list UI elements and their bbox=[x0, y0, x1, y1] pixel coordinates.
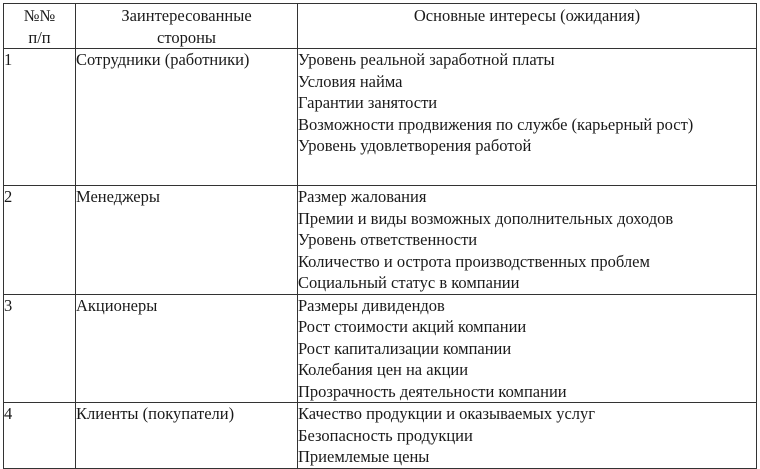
interests-list bbox=[298, 294, 757, 403]
interest-item: Прозрачность деятельности компании bbox=[298, 381, 567, 401]
table-row bbox=[4, 294, 757, 403]
header-interests-label: Основные интересы (ожидания) bbox=[413, 6, 641, 25]
stakeholder-name-text: Акционеры bbox=[76, 295, 158, 315]
interest-item: Гарантии занятости bbox=[298, 93, 438, 112]
row-number bbox=[4, 294, 76, 403]
header-party bbox=[76, 4, 298, 49]
interest-item: Социальный статус в компании bbox=[298, 273, 520, 292]
row-number-text: 4 bbox=[4, 404, 13, 423]
interest-item: Колебания цен на акции bbox=[298, 360, 469, 379]
interest-item: Размер жалования bbox=[298, 187, 427, 206]
header-party-line-1: Заинтересованные bbox=[121, 6, 252, 25]
interest-item: Приемлемые цены bbox=[298, 447, 430, 466]
interest-item: Рост стоимости акций компании bbox=[298, 317, 527, 336]
row-number-text: 2 bbox=[4, 187, 13, 206]
interest-item: Уровень удовлетворения работой bbox=[298, 136, 532, 155]
interests-list bbox=[298, 186, 757, 295]
stakeholder-name-text: Клиенты (покупатели) bbox=[76, 404, 235, 423]
stakeholder-name bbox=[76, 294, 298, 403]
row-number bbox=[4, 186, 76, 295]
row-number-text: 1 bbox=[4, 50, 13, 69]
stakeholder-name bbox=[76, 186, 298, 295]
interest-item: Качество продукции и оказываемых услуг bbox=[298, 404, 596, 423]
header-num-line-1: №№ bbox=[23, 6, 56, 25]
stakeholder-name-text: Менеджеры bbox=[76, 187, 160, 206]
interest-item: Размеры дивидендов bbox=[298, 295, 445, 315]
table-row bbox=[4, 49, 757, 186]
table-row bbox=[4, 186, 757, 295]
header-party-line-2: стороны bbox=[157, 27, 216, 47]
interest-item: Возможности продвижения по службе (карьерный рост) bbox=[298, 114, 694, 134]
interest-item: Уровень реальной заработной платы bbox=[298, 50, 555, 69]
row-number-text: 3 bbox=[4, 295, 13, 315]
header-num bbox=[4, 4, 76, 49]
interest-item: Уровень ответственности bbox=[298, 230, 478, 249]
table-header-row bbox=[4, 4, 757, 49]
row-number bbox=[4, 49, 76, 186]
stakeholder-name-text: Сотрудники (работники) bbox=[76, 50, 250, 69]
stakeholders-table bbox=[3, 3, 757, 469]
interest-item: Безопасность продукции bbox=[298, 425, 473, 445]
interest-item: Премии и виды возможных дополнительных доходов bbox=[298, 208, 674, 228]
interest-item: Условия найма bbox=[298, 71, 403, 91]
header-num-line-2: п/п bbox=[28, 27, 51, 47]
interests-list bbox=[298, 49, 757, 186]
header-interests bbox=[298, 4, 757, 49]
interest-item: Рост капитализации компании bbox=[298, 338, 512, 358]
stakeholder-name bbox=[76, 49, 298, 186]
interest-item: Количество и острота производственных проблем bbox=[298, 251, 650, 271]
